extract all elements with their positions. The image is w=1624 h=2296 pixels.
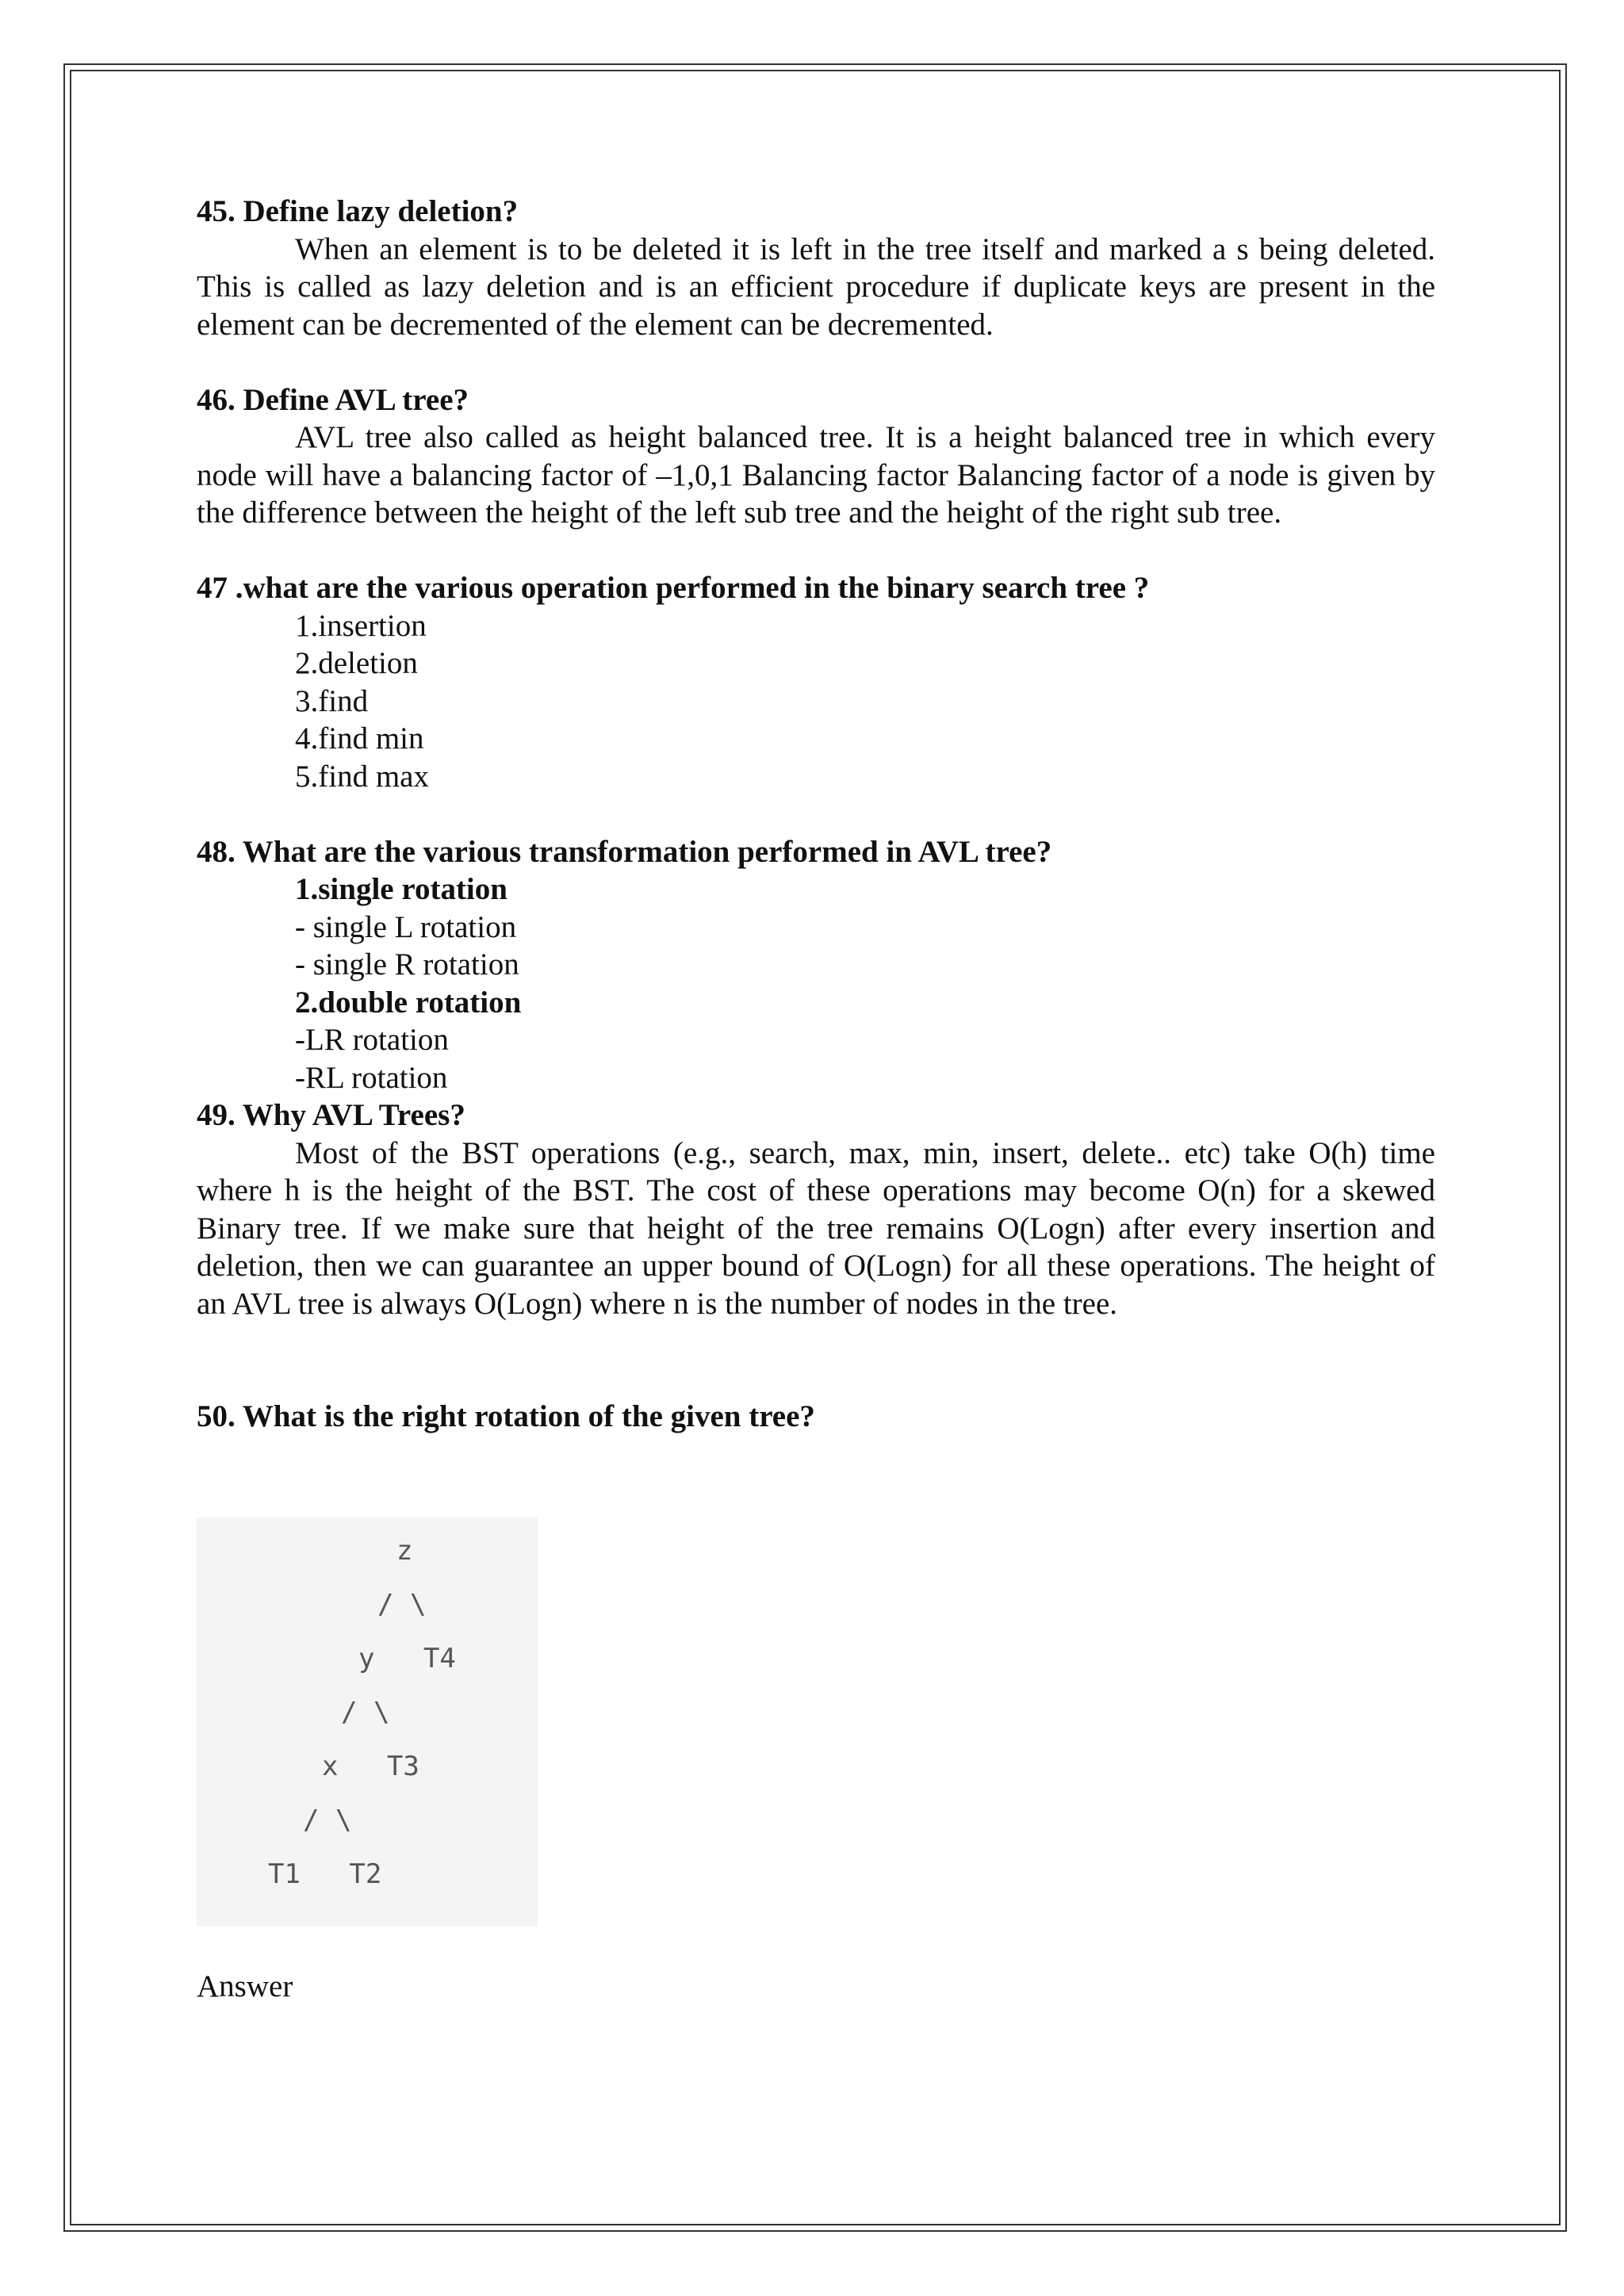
q47-item: 4.find min <box>295 721 424 756</box>
q48-title: 48. What are the various transformation performed in AVL tree? <box>197 834 1052 869</box>
tree-node-y: y T4 <box>358 1643 456 1674</box>
q48-single-item: - single L rotation <box>295 909 517 944</box>
q48-double-heading: 2.double rotation <box>295 985 522 1020</box>
answer-label: Answer <box>197 1969 293 2003</box>
q49-title: 49. Why AVL Trees? <box>197 1098 465 1132</box>
q45-title: 45. Define lazy deletion? <box>197 194 519 228</box>
tree-diagram <box>197 1517 538 1927</box>
q48-double-item: -RL rotation <box>295 1060 448 1095</box>
q45-body: When an element is to be deleted it is left in the tree itself and marked a s being deleted. This is called as lazy deletion and is an efficient procedure if duplicate keys are present in the element can be decremented of the element can be decremented. <box>197 232 1435 342</box>
page-content <box>197 193 1435 1436</box>
q48-single-heading: 1.single rotation <box>295 872 508 906</box>
tree-node-z: z <box>396 1535 413 1567</box>
q47-item: 2.deletion <box>295 646 418 680</box>
q50-title: 50. What is the right rotation of the given tree? <box>197 1399 815 1433</box>
q49-body: Most of the BST operations (e.g., search, max, min, insert, delete.. etc) take O(h) time where h is the height of the BST. The cost of these operations may become O(n) for a skewed Binary tree. If we make sure that height of the tree remains O(Logn) after every insertion and deletion, then we can guarantee an upper bound of O(Logn) for all these operations. The height of an AVL tree is always O(Logn) where n is the number of nodes in the tree. <box>197 1135 1435 1321</box>
q47-item: 3.find <box>295 683 369 718</box>
q47-title: 47 .what are the various operation performed in the binary search tree ? <box>197 571 1150 605</box>
q47-item: 5.find max <box>295 759 429 794</box>
tree-edges-x: / \ <box>303 1804 352 1836</box>
tree-edges-z: / \ <box>377 1589 427 1621</box>
q46-title: 46. Define AVL tree? <box>197 382 469 417</box>
q48-double-item: -LR rotation <box>295 1023 449 1057</box>
tree-leaves: T1 T2 <box>268 1858 382 1890</box>
tree-node-x: x T3 <box>322 1751 419 1782</box>
tree-edges-y: / \ <box>341 1697 390 1728</box>
q47-item: 1.insertion <box>295 608 427 643</box>
q48-single-item: - single R rotation <box>295 947 519 982</box>
q46-body: AVL tree also called as height balanced tree. It is a height balanced tree in which every node will have a balancing factor of –1,0,1 Balancing factor Balancing factor of a node is given by the difference between the height of the left sub tree and the height of the right sub tree. <box>197 420 1435 530</box>
